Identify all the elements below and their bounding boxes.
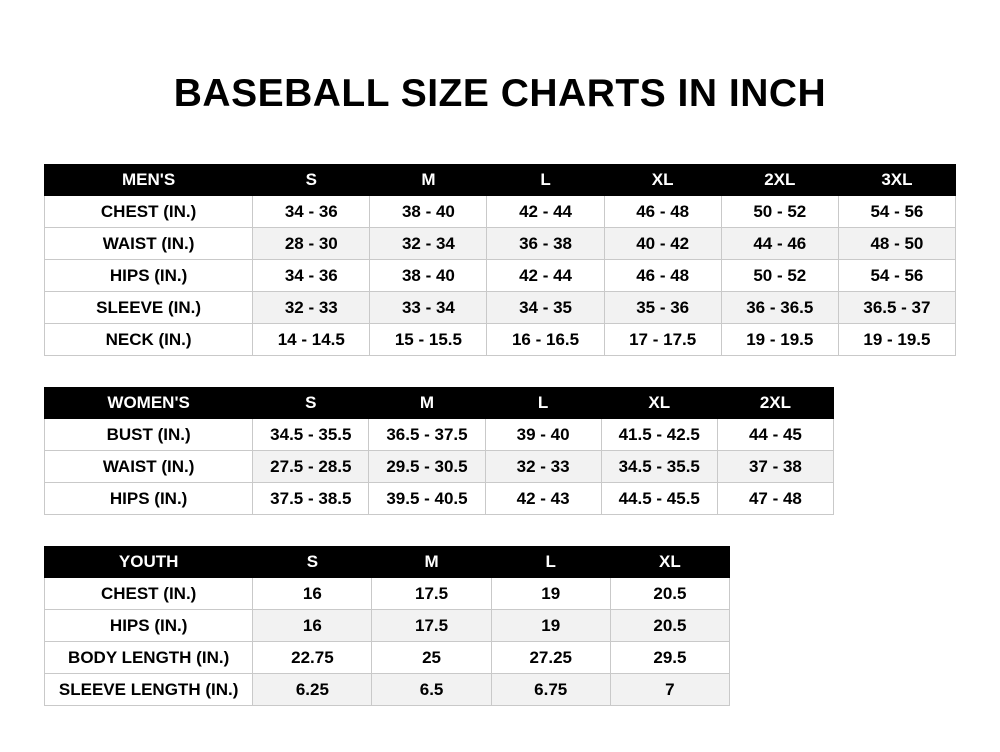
table-cell: 19 - 19.5 bbox=[721, 324, 838, 356]
row-label: WAIST (IN.) bbox=[45, 228, 253, 260]
table-cell: 34.5 - 35.5 bbox=[601, 451, 717, 483]
table-cell: 39.5 - 40.5 bbox=[369, 483, 485, 515]
column-header: MEN'S bbox=[45, 165, 253, 196]
table-cell: 32 - 33 bbox=[253, 292, 370, 324]
table-cell: 6.75 bbox=[491, 674, 610, 706]
table-cell: 34 - 36 bbox=[253, 260, 370, 292]
table-cell: 6.25 bbox=[253, 674, 372, 706]
column-header: M bbox=[369, 388, 485, 419]
column-header: 2XL bbox=[721, 165, 838, 196]
table-cell: 54 - 56 bbox=[838, 260, 955, 292]
column-header: 2XL bbox=[717, 388, 833, 419]
table-cell: 35 - 36 bbox=[604, 292, 721, 324]
table-cell: 36.5 - 37.5 bbox=[369, 419, 485, 451]
table-cell: 29.5 bbox=[610, 642, 729, 674]
column-header: 3XL bbox=[838, 165, 955, 196]
table-cell: 44.5 - 45.5 bbox=[601, 483, 717, 515]
column-header: L bbox=[491, 547, 610, 578]
row-label: HIPS (IN.) bbox=[45, 260, 253, 292]
table-cell: 27.5 - 28.5 bbox=[253, 451, 369, 483]
table-header-row bbox=[45, 165, 956, 196]
table-cell: 6.5 bbox=[372, 674, 491, 706]
column-header: S bbox=[253, 388, 369, 419]
table-cell: 14 - 14.5 bbox=[253, 324, 370, 356]
row-label: CHEST (IN.) bbox=[45, 578, 253, 610]
column-header: XL bbox=[601, 388, 717, 419]
table-cell: 54 - 56 bbox=[838, 196, 955, 228]
table-cell: 22.75 bbox=[253, 642, 372, 674]
table-cell: 50 - 52 bbox=[721, 260, 838, 292]
column-header: M bbox=[370, 165, 487, 196]
row-label: SLEEVE LENGTH (IN.) bbox=[45, 674, 253, 706]
table-row bbox=[45, 610, 730, 642]
table-cell: 46 - 48 bbox=[604, 196, 721, 228]
table-row bbox=[45, 419, 834, 451]
table-cell: 46 - 48 bbox=[604, 260, 721, 292]
column-header: L bbox=[487, 165, 604, 196]
table-header-row bbox=[45, 388, 834, 419]
table-cell: 36 - 36.5 bbox=[721, 292, 838, 324]
table-cell: 33 - 34 bbox=[370, 292, 487, 324]
table-cell: 34 - 35 bbox=[487, 292, 604, 324]
table-cell: 36 - 38 bbox=[487, 228, 604, 260]
table-cell: 32 - 33 bbox=[485, 451, 601, 483]
table-cell: 20.5 bbox=[610, 610, 729, 642]
column-header: M bbox=[372, 547, 491, 578]
page-title: BASEBALL SIZE CHARTS IN INCH bbox=[173, 72, 827, 115]
table-cell: 19 bbox=[491, 578, 610, 610]
table-cell: 37 - 38 bbox=[717, 451, 833, 483]
table-cell: 42 - 43 bbox=[485, 483, 601, 515]
column-header: XL bbox=[610, 547, 729, 578]
table-cell: 16 bbox=[253, 610, 372, 642]
table-row bbox=[45, 451, 834, 483]
column-header: S bbox=[253, 165, 370, 196]
table-cell: 16 bbox=[253, 578, 372, 610]
table-cell: 40 - 42 bbox=[604, 228, 721, 260]
size-tables-container bbox=[0, 164, 1000, 706]
table-row bbox=[45, 642, 730, 674]
column-header: YOUTH bbox=[45, 547, 253, 578]
table-cell: 38 - 40 bbox=[370, 260, 487, 292]
table-row bbox=[45, 196, 956, 228]
column-header: XL bbox=[604, 165, 721, 196]
table-cell: 32 - 34 bbox=[370, 228, 487, 260]
row-label: HIPS (IN.) bbox=[45, 483, 253, 515]
table-cell: 44 - 45 bbox=[717, 419, 833, 451]
table-cell: 36.5 - 37 bbox=[838, 292, 955, 324]
table-cell: 39 - 40 bbox=[485, 419, 601, 451]
table-row bbox=[45, 228, 956, 260]
table-cell: 38 - 40 bbox=[370, 196, 487, 228]
table-cell: 19 - 19.5 bbox=[838, 324, 955, 356]
table-cell: 48 - 50 bbox=[838, 228, 955, 260]
table-cell: 37.5 - 38.5 bbox=[253, 483, 369, 515]
table-cell: 42 - 44 bbox=[487, 196, 604, 228]
mens-size-table bbox=[44, 164, 956, 356]
table-row bbox=[45, 324, 956, 356]
table-cell: 15 - 15.5 bbox=[370, 324, 487, 356]
table-cell: 25 bbox=[372, 642, 491, 674]
table-cell: 41.5 - 42.5 bbox=[601, 419, 717, 451]
table-row bbox=[45, 578, 730, 610]
table-cell: 17 - 17.5 bbox=[604, 324, 721, 356]
table-header-row bbox=[45, 547, 730, 578]
youth-size-table bbox=[44, 546, 730, 706]
row-label: BUST (IN.) bbox=[45, 419, 253, 451]
row-label: WAIST (IN.) bbox=[45, 451, 253, 483]
table-cell: 28 - 30 bbox=[253, 228, 370, 260]
womens-size-table bbox=[44, 387, 834, 515]
table-cell: 17.5 bbox=[372, 578, 491, 610]
table-cell: 17.5 bbox=[372, 610, 491, 642]
table-cell: 47 - 48 bbox=[717, 483, 833, 515]
table-cell: 42 - 44 bbox=[487, 260, 604, 292]
row-label: SLEEVE (IN.) bbox=[45, 292, 253, 324]
table-cell: 50 - 52 bbox=[721, 196, 838, 228]
column-header: WOMEN'S bbox=[45, 388, 253, 419]
table-row bbox=[45, 674, 730, 706]
row-label: BODY LENGTH (IN.) bbox=[45, 642, 253, 674]
table-row bbox=[45, 483, 834, 515]
table-cell: 7 bbox=[610, 674, 729, 706]
table-row bbox=[45, 292, 956, 324]
table-cell: 16 - 16.5 bbox=[487, 324, 604, 356]
table-cell: 44 - 46 bbox=[721, 228, 838, 260]
row-label: NECK (IN.) bbox=[45, 324, 253, 356]
table-cell: 34 - 36 bbox=[253, 196, 370, 228]
column-header: S bbox=[253, 547, 372, 578]
table-cell: 19 bbox=[491, 610, 610, 642]
table-cell: 20.5 bbox=[610, 578, 729, 610]
table-cell: 29.5 - 30.5 bbox=[369, 451, 485, 483]
column-header: L bbox=[485, 388, 601, 419]
row-label: CHEST (IN.) bbox=[45, 196, 253, 228]
table-cell: 34.5 - 35.5 bbox=[253, 419, 369, 451]
row-label: HIPS (IN.) bbox=[45, 610, 253, 642]
table-row bbox=[45, 260, 956, 292]
table-cell: 27.25 bbox=[491, 642, 610, 674]
